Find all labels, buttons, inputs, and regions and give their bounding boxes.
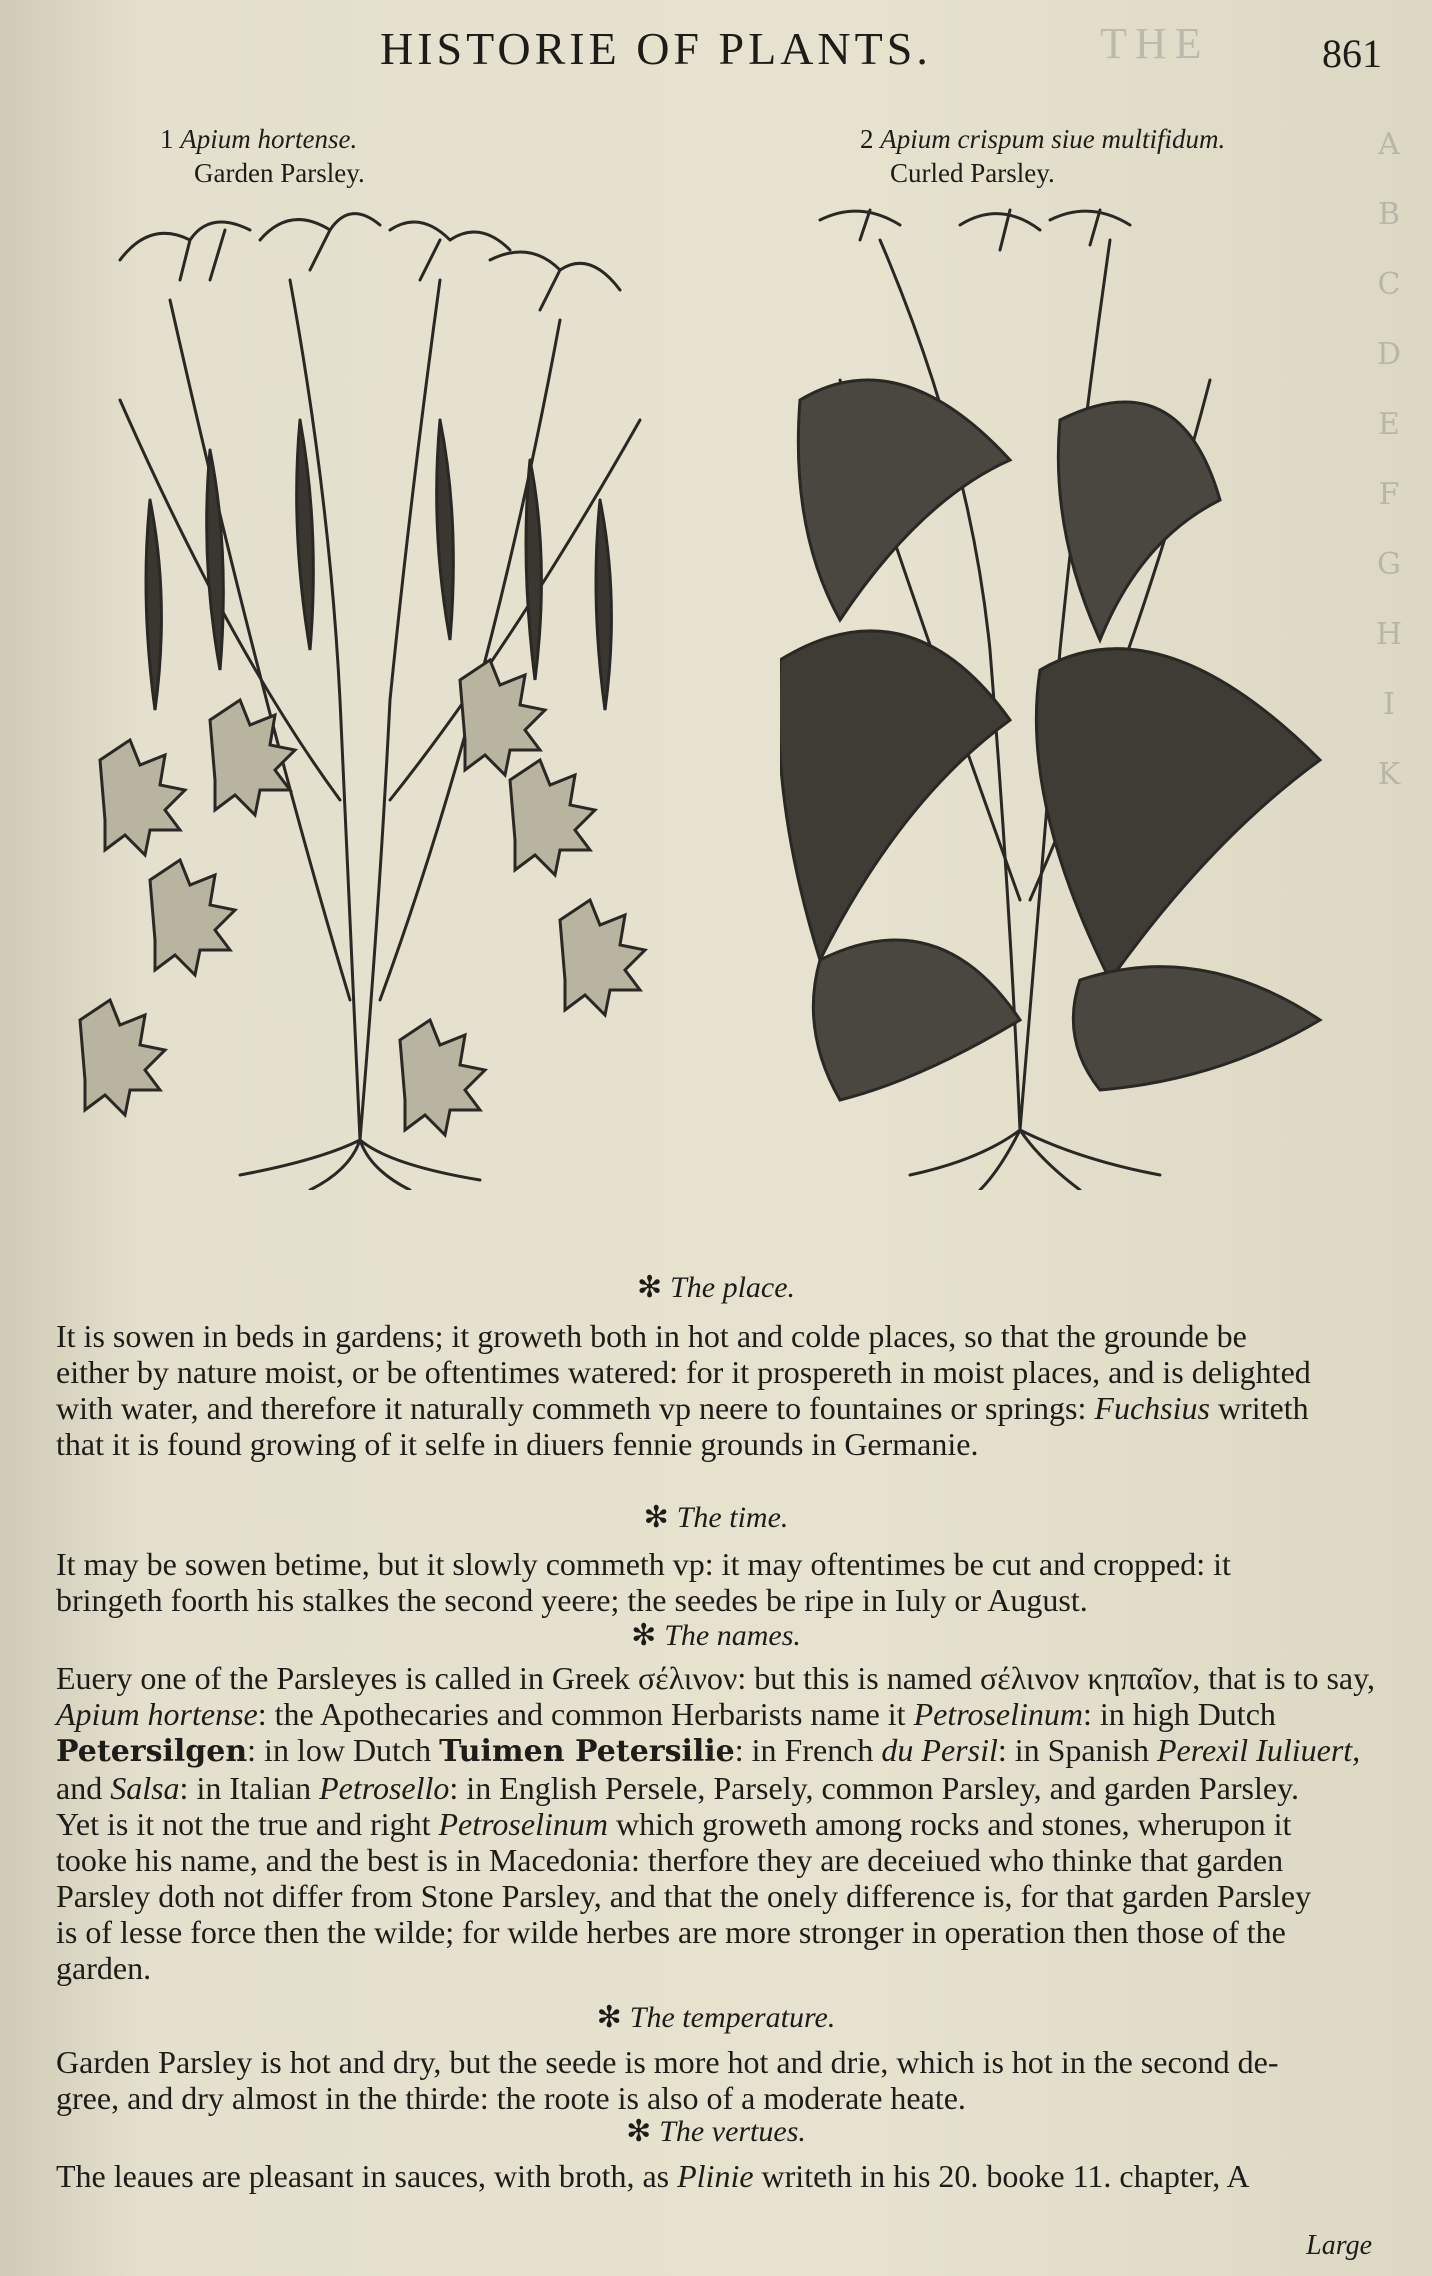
figure-2-latin-name: Apium crispum siue multifidum. [880, 124, 1226, 154]
paragraph-temperature: Garden Parsley is hot and dry, but the seede is more hot and drie, which is hot in the second de- gree, and dry almost in the thirde: the roote is also of a moderate heate. [56, 2044, 1279, 2116]
section-heading-names: ✻ The names. [631, 1619, 801, 1652]
curled-parsley-woodcut [780, 200, 1360, 1190]
figure-1-latin-name: Apium hortense. [180, 124, 358, 154]
paragraph-names: Euery one of the Parsleyes is called in Greek σέλινον: but this is named σέλινον κηπαῖον, that is to say, Apium hortense: the Apothecaries and common Herbarists name it Petroselinum: in high Dutch Petersilgen: in low Dutch Tuimen Petersilie: in French du Persil: in Spanish Perexil Iuliuert, and Salsa: in Italian Petrosello: in English Persele, Parsely, common Parsley, and garden Parsley. Yet is it not the true and right Petroselinum which groweth among rocks and stones, wherupon it tooke his name, and the best is in Macedonia: therfore they are deceiued who thinke that garden Parsley doth not differ from Stone Parsley, and that the onely difference is, for that garden Parsley is of lesse force then the wilde; for wilde herbes are more stronger in operation then those of the garden. [56, 1660, 1376, 1986]
section-heading-place: ✻ The place. [636, 1271, 796, 1304]
section-heading-temperature: ✻ The temperature. [596, 2001, 836, 2034]
figure-1-caption [160, 122, 365, 190]
section-heading-vertues: ✻ The vertues. [626, 2115, 806, 2148]
paragraph-place: It is sowen in beds in gardens; it groweth both in hot and colde places, so that the grounde be either by nature moist, or be oftentimes watered: for it prospereth in moist places, and is delighted with water, and therefore it naturally commeth vp neere to fountaines or springs: Fuchsius writeth that it is found growing of it selfe in diuers fennie grounds in Germanie. [56, 1318, 1311, 1462]
umbel-flowers [820, 210, 1130, 250]
figure-2-caption [860, 122, 1225, 190]
show-through-margin-letters: A B C D E F G H I K [1375, 127, 1403, 792]
section-heading-time: ✻ The time. [643, 1501, 789, 1534]
paragraph-vertues: The leaues are pleasant in sauces, with broth, as Plinie writeth in his 20. booke 11. chapter, A [56, 2158, 1250, 2194]
umbel-flowers [120, 214, 620, 310]
garden-parsley-woodcut [60, 200, 700, 1190]
show-through-head: THE [1100, 19, 1210, 68]
figure-1-english-name: Garden Parsley. [194, 158, 365, 188]
catchword: Large [1306, 2230, 1372, 2261]
greek-name: σέλινον κηπαῖον [980, 1660, 1193, 1696]
figure-2-english-name: Curled Parsley. [890, 158, 1055, 188]
blackletter-name: Petersilgen [56, 1734, 248, 1769]
margin-marker: A [1226, 2158, 1250, 2194]
figure-1-number: 1 [160, 124, 174, 154]
running-head: HISTORIE OF PLANTS. [380, 23, 932, 74]
blackletter-name: Tuimen Petersilie [439, 1734, 735, 1769]
paragraph-time: It may be sowen betime, but it slowly commeth vp: it may oftentimes be cut and cropped: it bringeth foorth his stalkes the second yeere; the seedes be ripe in Iuly or August. [56, 1546, 1231, 1618]
page-number: 861 [1322, 31, 1382, 76]
greek-name: σέλινον [638, 1660, 738, 1696]
figure-2-number: 2 [860, 124, 874, 154]
